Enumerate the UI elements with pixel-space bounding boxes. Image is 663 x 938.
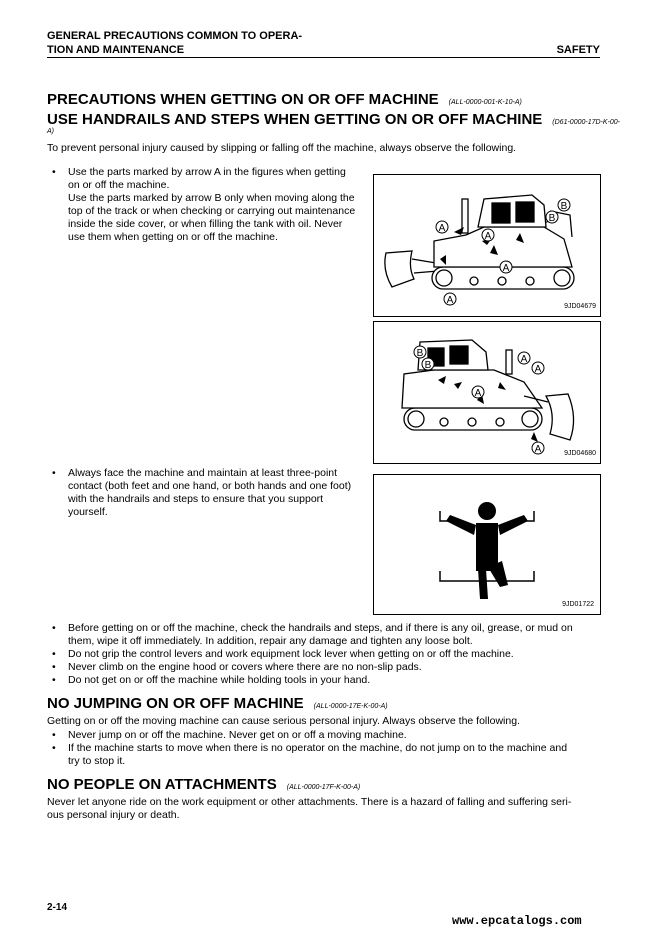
bullet-dot: • [52, 742, 56, 754]
section1-bullet2 [68, 467, 368, 519]
section2-bullet1: Never jump on or off the machine. Never get on or off a moving machine. [68, 729, 407, 741]
dozer-front-illustration [374, 322, 600, 463]
figure-three-point-contact [373, 474, 601, 615]
bullet2-line: yourself. [68, 506, 108, 518]
marker-a-label: A [484, 231, 492, 242]
marker-b-label: B [560, 201, 568, 212]
figure-dozer-rear-view [373, 174, 601, 317]
marker-a-label: A [534, 444, 542, 455]
section3-text [47, 796, 607, 822]
section1-bullet1 [68, 166, 368, 244]
footer-url[interactable]: www.epcatalogs.com [452, 914, 582, 928]
bullet1-line: inside the side cover, or when filling the tank with oil. Never [68, 218, 343, 230]
section2-bullet2 [68, 742, 608, 768]
marker-b-label: B [416, 348, 424, 359]
section3-heading-text: NO PEOPLE ON ATTACHMENTS [47, 776, 277, 793]
section3-line: ous personal injury or death. [47, 809, 180, 821]
section3-heading [47, 776, 360, 797]
three-point-contact-illustration [374, 475, 600, 614]
bullet1-line: Use the parts marked by arrow A in the figures when getting [68, 166, 346, 178]
marker-a-label: A [474, 388, 482, 399]
section2-code: (ALL-0000-17E-K-00-A) [313, 703, 388, 710]
figure-dozer-front-view [373, 321, 601, 464]
marker-a-label: A [520, 354, 528, 365]
section3-code: (ALL-0000-17F-K-00-A) [286, 784, 361, 791]
section1-heading [47, 91, 522, 112]
section2-bullet2-line: If the machine starts to move when there is no operator on the machine, do not jump on to the machine and [68, 742, 568, 754]
bullet2-line: with the handrails and steps to ensure that you support [68, 493, 324, 505]
section2-heading [47, 695, 388, 716]
marker-a-label: A [534, 364, 542, 375]
bullet-dot: • [52, 661, 56, 673]
bullet1-line: top of the track or when checking or carrying out maintenance [68, 205, 356, 217]
figure1-id: 9JD04679 [564, 303, 596, 310]
header-rule [47, 57, 600, 58]
bullet-dot: • [52, 622, 56, 634]
section1-heading-text: PRECAUTIONS WHEN GETTING ON OR OFF MACHINE [47, 91, 439, 108]
bullet2-line: Always face the machine and maintain at least three-point [68, 467, 338, 479]
bullet-dot: • [52, 166, 56, 178]
section1-bullet4: Do not grip the control levers and work equipment lock lever when getting on or off the machine. [68, 648, 514, 660]
dozer-rear-illustration [374, 175, 600, 316]
section2-heading-text: NO JUMPING ON OR OFF MACHINE [47, 695, 304, 712]
marker-a-label: A [446, 295, 454, 306]
header-title [47, 29, 302, 57]
section1-intro: To prevent personal injury caused by slipping or falling off the machine, always observe the following. [47, 142, 517, 154]
section2-bullet2-line: try to stop it. [68, 755, 126, 767]
marker-b-label: B [424, 360, 432, 371]
header-title-line2: TION AND MAINTENANCE [47, 44, 185, 56]
bullet2-line: contact (both feet and one hand, or both hands and one foot) [68, 480, 352, 492]
section2-intro: Getting on or off the moving machine can cause serious personal injury. Always observe the following. [47, 715, 520, 727]
header-section: SAFETY [556, 44, 600, 56]
bullet1-line: Use the parts marked by arrow B only when moving along the [68, 192, 355, 204]
section1-bullet5: Never climb on the engine hood or covers where there are no non-slip pads. [68, 661, 422, 673]
marker-a-label: A [438, 223, 446, 234]
bullet-dot: • [52, 467, 56, 479]
section1-code: (ALL-0000-001-K-10-A) [448, 99, 522, 106]
bullet3-line: them, wipe it off immediately. In addition, repair any damage and tighten any loose bolt. [68, 635, 473, 647]
header-title-line1: GENERAL PRECAUTIONS COMMON TO OPERA- [47, 30, 303, 42]
bullet1-line: use them when getting on or off the machine. [68, 231, 278, 243]
figure3-id: 9JD01722 [562, 601, 594, 608]
section1-subheading [47, 111, 620, 132]
bullet1-line: on or off the machine. [68, 179, 170, 191]
section3-line: Never let anyone ride on the work equipment or other attachments. There is a hazard of falling and suffering seri- [47, 796, 572, 808]
marker-b-label: B [548, 213, 556, 224]
section1-bullet3 [68, 622, 608, 648]
figure2-id: 9JD04680 [564, 450, 596, 457]
bullet-dot: • [52, 729, 56, 741]
marker-a-label: A [502, 263, 510, 274]
page-number: 2-14 [47, 902, 68, 913]
section1-subheading-text: USE HANDRAILS AND STEPS WHEN GETTING ON OR OFF MACHINE [47, 111, 543, 128]
section1-subcode-cont: A) [47, 128, 54, 135]
bullet-dot: • [52, 648, 56, 660]
bullet-dot: • [52, 674, 56, 686]
section1-subcode: (D61-0000-17D-K-00- [552, 119, 620, 126]
section1-bullet6: Do not get on or off the machine while holding tools in your hand. [68, 674, 371, 686]
bullet3-line: Before getting on or off the machine, check the handrails and steps, and if there is any oil, grease, or mud on [68, 622, 573, 634]
